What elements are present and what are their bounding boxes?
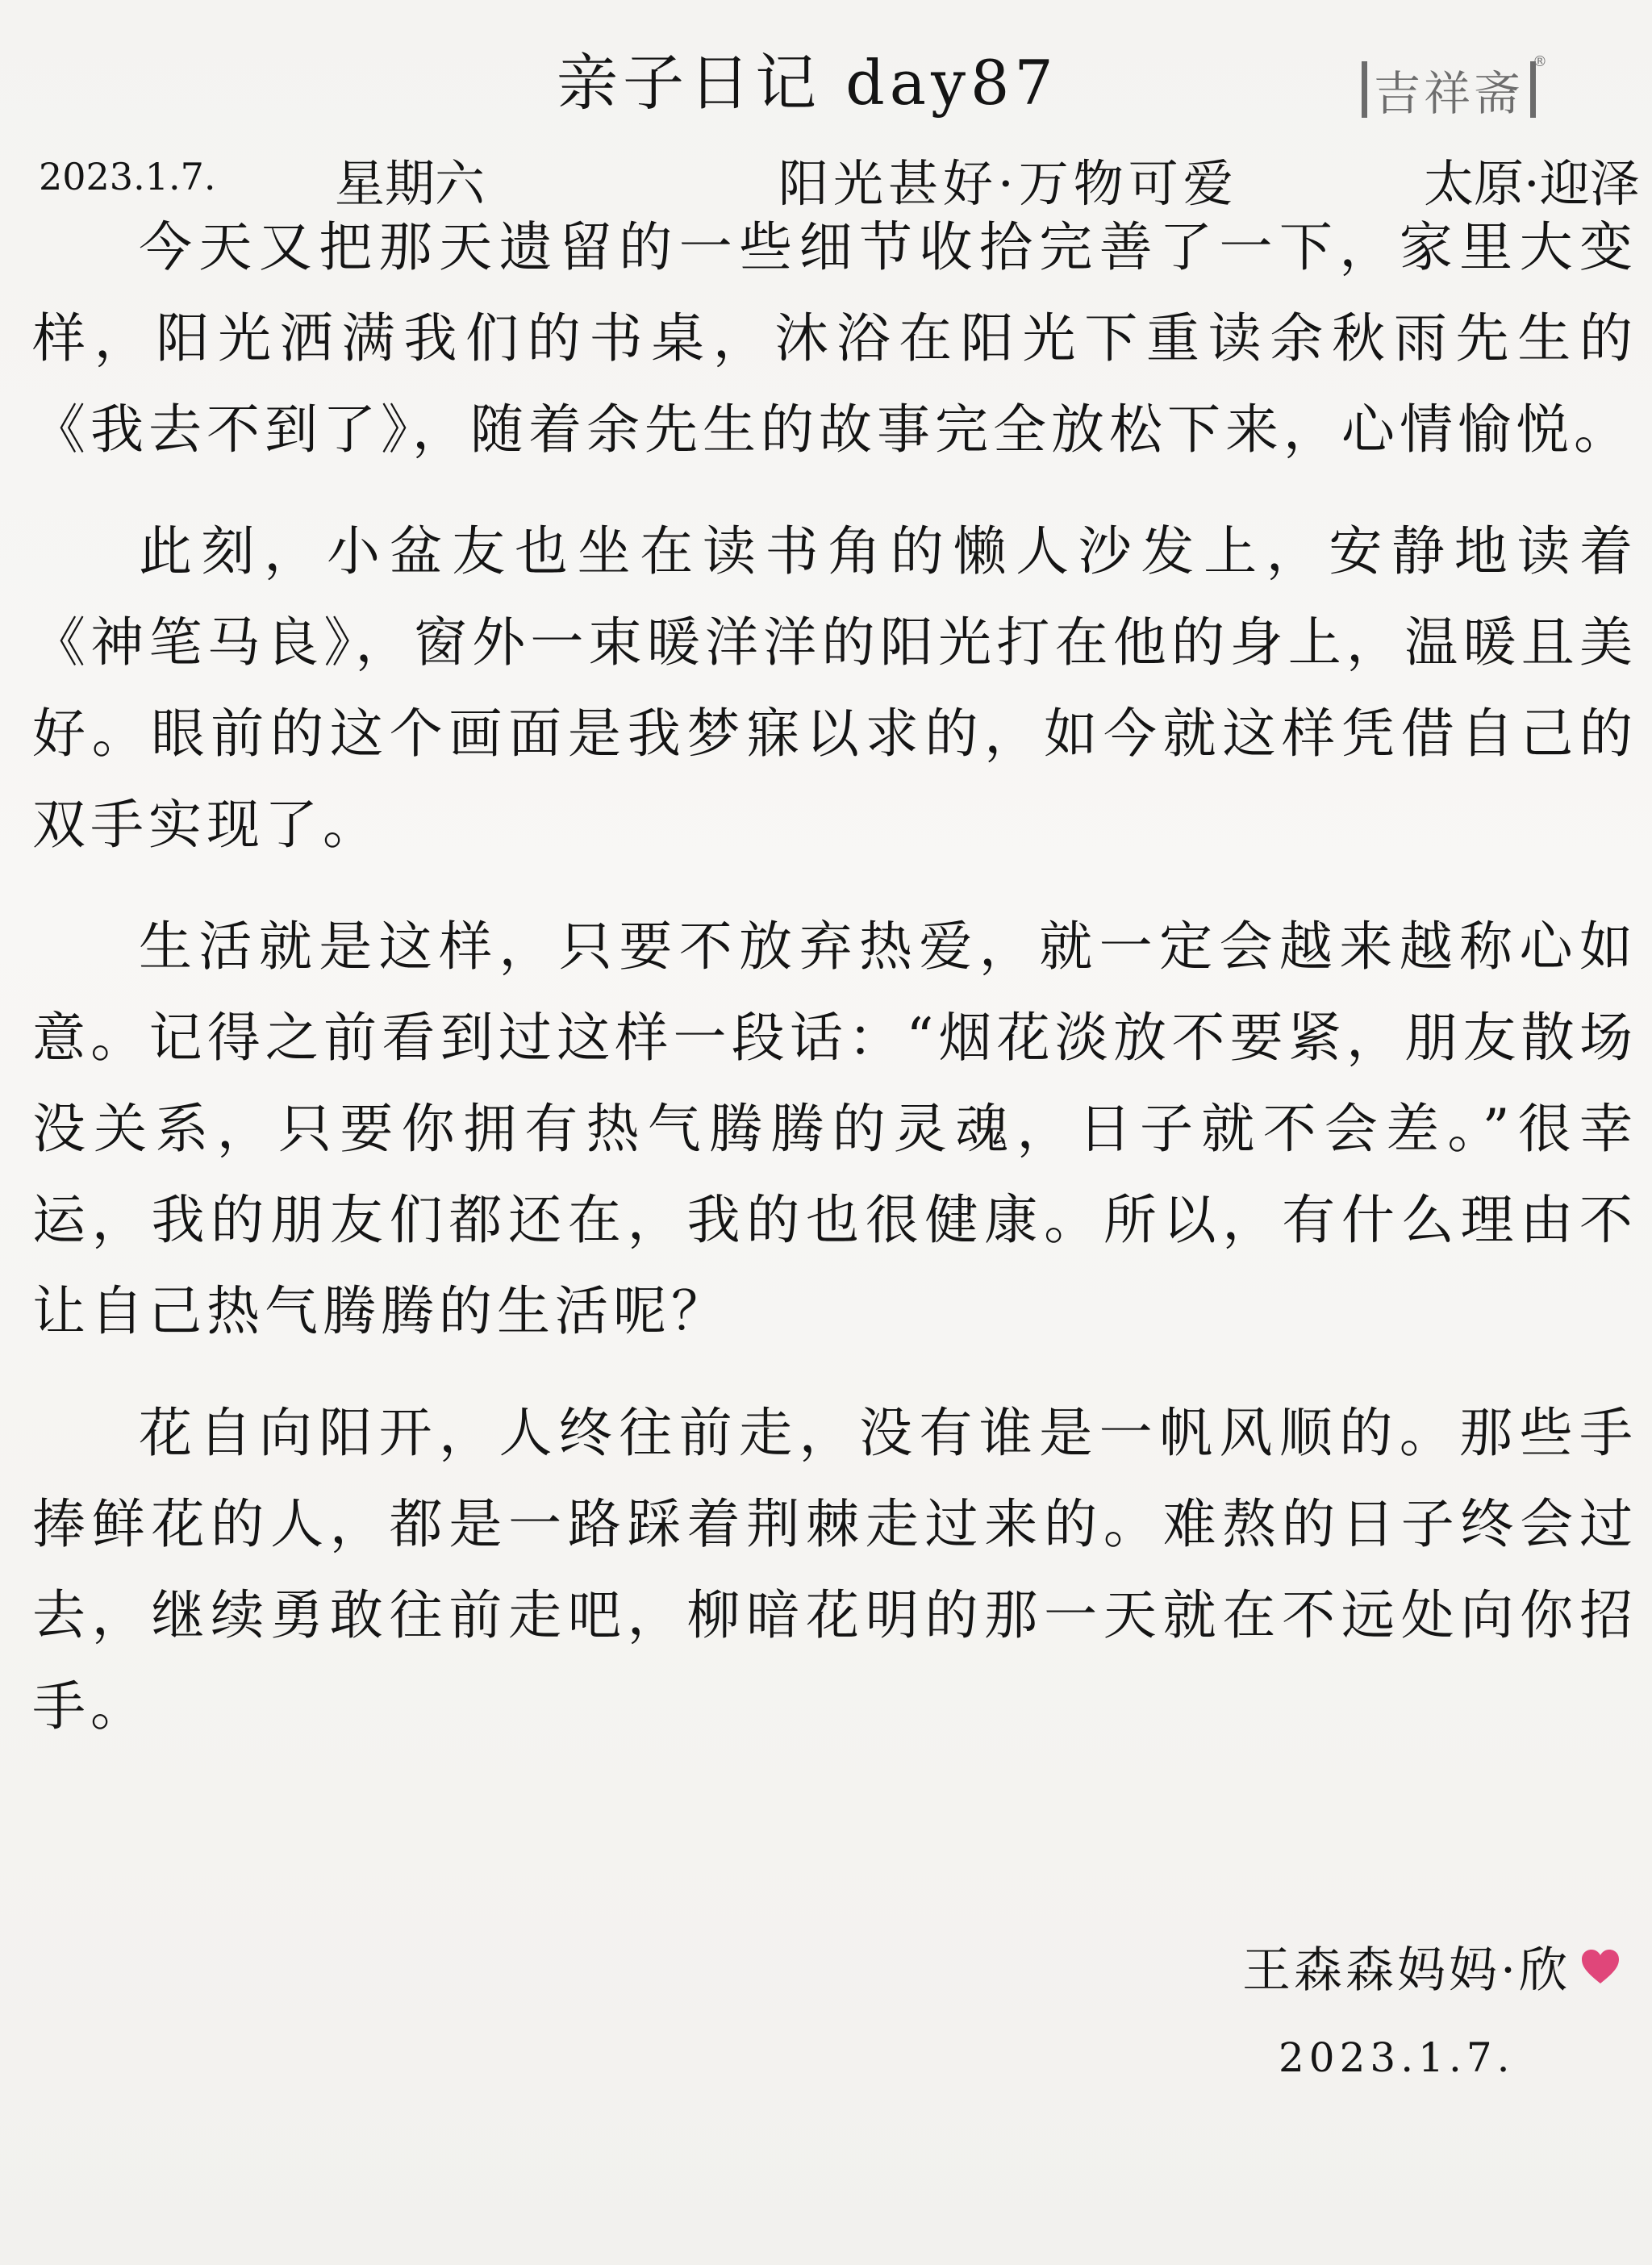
brand-bar-left	[1362, 61, 1367, 118]
registered-mark: ®	[1533, 53, 1548, 70]
paragraph-2: 此刻，小盆友也坐在读书角的懒人沙发上，安静地读着《神笔马良》，窗外一束暖洋洋的阳光打在他的身上，温暖且美好。眼前的这个画面是我梦寐以求的，如今就这样凭借自己的双手实现了。	[32, 520, 1637, 856]
paragraph-3: 生活就是这样，只要不放弃热爱，就一定会越来越称心如意。记得之前看到过这样一段话：“烟花淡放不要紧，朋友散场没关系，只要你拥有热气腾腾的灵魂，日子就不会差。”很幸运，我的朋友们都还在，我的也很健康。所以，有什么理由不让自己热气腾腾的生活呢？	[32, 916, 1637, 1342]
header-weekday: 星期六	[335, 154, 486, 213]
signature-name: 王森森妈妈·欣	[1242, 1942, 1571, 1999]
diary-body	[32, 202, 1637, 1752]
heart-icon	[1580, 1948, 1621, 1985]
brand-name: 吉祥斋	[1374, 66, 1525, 121]
header-place: 太原·迎泽	[1424, 154, 1640, 213]
signature-date: 2023.1.7.	[1279, 2034, 1515, 2081]
header-date: 2023.1.7.	[39, 155, 216, 198]
header-weather: 阳光甚好·万物可爱	[778, 154, 1238, 213]
brand-stamp	[1362, 53, 1548, 121]
signature	[1242, 1932, 1621, 2001]
diary-title: 亲子日记 day87	[557, 47, 1058, 119]
paragraph-1: 今天又把那天遗留的一些细节收拾完善了一下，家里大变样，阳光洒满我们的书桌，沐浴在阳光下重读余秋雨先生的《我去不到了》，随着余先生的故事完全放松下来，心情愉悦。	[32, 216, 1637, 461]
paragraph-4: 花自向阳开，人终往前走，没有谁是一帆风顺的。那些手捧鲜花的人，都是一路踩着荆棘走过来的。难熬的日子终会过去，继续勇敢往前走吧，柳暗花明的那一天就在不远处向你招手。	[32, 1402, 1637, 1737]
